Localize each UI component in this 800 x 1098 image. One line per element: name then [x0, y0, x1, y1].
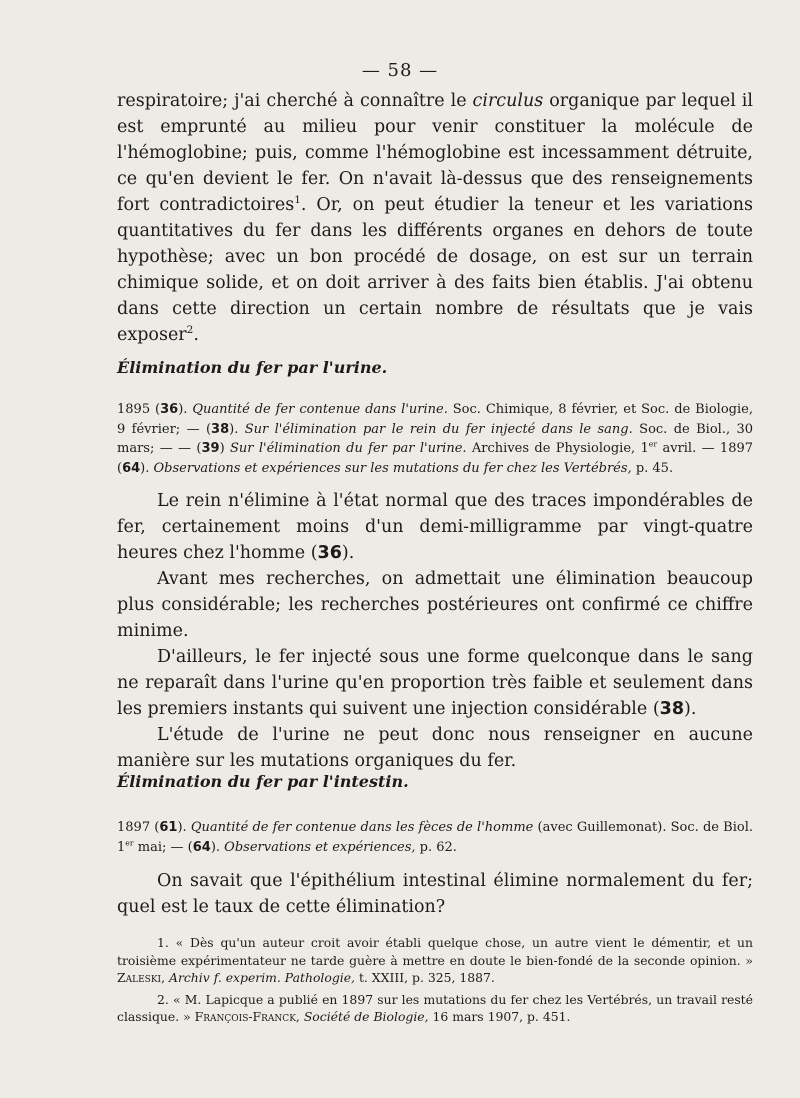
body-urine	[117, 488, 753, 774]
ref-title-61: Quantité de fer contenue dans les fèces de l'homme	[190, 820, 534, 835]
section-heading-intestin: Élimination du fer par l'intestin.	[117, 772, 409, 791]
footnote-1: 1. « Dès qu'un auteur croit avoir établi quelque chose, un autre vient le démentir, et un troisième expérimentateur ne tarde guère à mettre en doute le bien-fondé de la seconde opinion. » Zaleski, Archiv f. experim. Pathologie, t. XXIII, p. 325, 1887.	[117, 935, 753, 985]
ref-title-64b: Observations et expériences,	[224, 839, 416, 855]
ref-title-36: Quantité de fer contenue dans l'urine.	[192, 402, 448, 417]
paragraph-avant: Avant mes recherches, on admettait une élimination beaucoup plus considérable; les recherches postérieures ont confirmé ce chiffre minime.	[117, 569, 753, 641]
paragraph-ailleurs: D'ailleurs, le fer injecté sous une forme quelconque dans le sang ne reparaît dans l'urine qu'en proportion très faible et seulement dans les premiers instants qui suivent une injection considérable (38).	[117, 647, 753, 719]
intro-text-2: organique par lequel il est emprunté au milieu pour venir constituer la molécule de l'hémoglobine; puis, comme l'hémoglobine est incessamment détruite, ce qu'en devient le fer. On n'avait là-dessus que des renseignements fort contradictoires	[117, 91, 753, 215]
section-heading-urine: Élimination du fer par l'urine.	[117, 358, 388, 377]
references-urine: 1895 (36). Quantité de fer contenue dans l'urine. Soc. Chimique, 8 février, et Soc. de Biologie, 9 février; — (38). Sur l'élimination par le rein du fer injecté dans le sang. Soc. de Biol., 30 mars; — — (39) Sur l'élimination du fer par l'urine. Archives de Physiologie, 1er avril. — 1897 (64). Observations et expériences sur les mutations du fer chez les Vertébrés, p. 45.	[117, 402, 754, 476]
ref-title-64: Observations et expériences sur les mutations du fer chez les Vertébrés,	[153, 460, 632, 476]
intro-text-1: respiratoire; j'ai cherché à connaître le	[117, 91, 467, 111]
ref-num-38: 38	[211, 421, 230, 437]
intro-paragraph: respiratoire; j'ai cherché à connaître le circulus organique par lequel il est emprunté au milieu pour venir constituer la molécule de l'hémoglobine; puis, comme l'hémoglobine est incessamment détruite, ce qu'en devient le fer. On n'avait là-dessus que des renseignements fort contradictoires$^1$. Or, on peut étudier la teneur et les variations quantitatives du fer dans les différents organes en dehors de toute hypothèse; avec un bon procédé de dosage, on est sur un terrain chimique solide, et on doit arriver à des faits bien établis. J'ai obtenu dans cette direction un certain nombre de résultats que je vais exposer$^2$.	[117, 91, 753, 345]
ref-num-61: 61	[159, 820, 178, 835]
footnote-ref-1[interactable]: 1	[294, 194, 301, 207]
footnote-ref-2[interactable]: 2	[186, 324, 194, 337]
footnote-2: 2. « M. Lapicque a publié en 1897 sur les mutations du fer chez les Vertébrés, un travail resté classique. » François-Franck, Société de Biologie, 16 mars 1907, p. 451.	[117, 991, 753, 1024]
intro-circulus: circulus	[472, 91, 544, 111]
ref-num-39: 39	[201, 441, 220, 456]
body-intestin	[117, 868, 753, 920]
ref-num-64b: 64	[192, 839, 211, 855]
intro-text-3: . Or, on peut étudier la teneur et les variations quantitatives du fer dans les différents organes en dehors de toute hypothèse; avec un bon procédé de dosage, on est sur un terrain chimique solide, et on doit arriver à des faits bien établis. J'ai obtenu dans cette direction un certain nombre de résultats que je vais exposer	[117, 195, 753, 345]
ref-num-64: 64	[122, 460, 141, 476]
references-intestin: 1897 (61). Quantité de fer contenue dans les fèces de l'homme (avec Guillemonat). Soc. de Biol. 1er mai; — (64). Observations et expériences, p. 62.	[117, 820, 753, 855]
page-number: — 58 —	[361, 60, 439, 81]
paragraph-rein: Le rein n'élimine à l'état normal que des traces impondérables de fer, certainement moins d'un demi-milligramme par vingt-quatre heures chez l'homme (36).	[117, 491, 753, 563]
ref-num-36: 36	[160, 402, 179, 417]
ref-title-38: Sur l'élimination par le rein du fer injecté dans le sang.	[244, 421, 633, 437]
paragraph-epithelium: On savait que l'épithélium intestinal élimine normalement du fer; quel est le taux de cette élimination?	[117, 871, 753, 917]
footnotes	[117, 934, 753, 1026]
paragraph-etude: L'étude de l'urine ne peut donc nous renseigner en aucune manière sur les mutations organiques du fer.	[117, 725, 753, 771]
ref-title-39: Sur l'élimination du fer par l'urine.	[230, 441, 467, 456]
